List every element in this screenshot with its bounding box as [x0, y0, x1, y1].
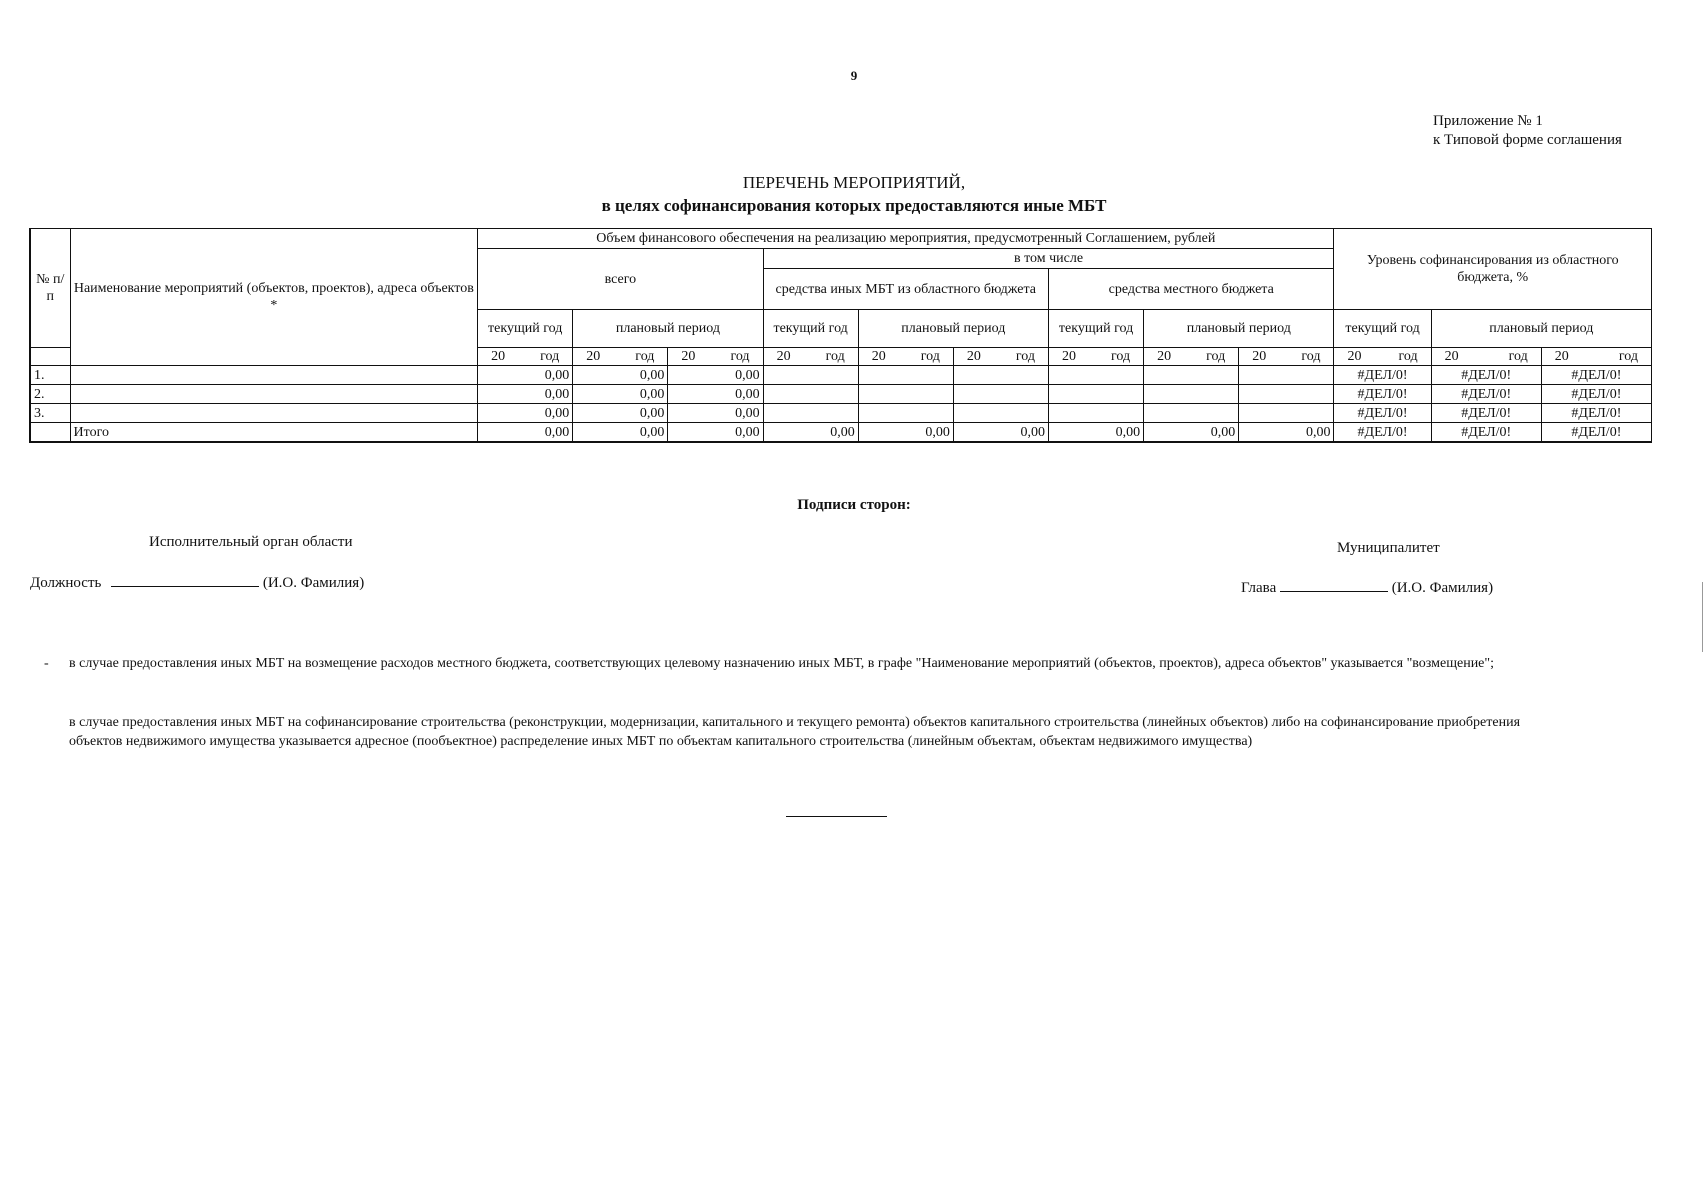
mbt-value — [858, 404, 953, 423]
year-cell: 20 год — [763, 348, 858, 366]
total-value: 0,00 — [573, 423, 668, 443]
row-number: 2. — [30, 385, 70, 404]
total-value: 0,00 — [668, 423, 763, 443]
total-value: 0,00 — [478, 366, 573, 385]
footnote-dash: - — [44, 656, 49, 671]
mbt-value — [953, 385, 1048, 404]
level-value: #ДЕЛ/0! — [1431, 423, 1541, 443]
col-num-header: № п/п — [30, 229, 70, 348]
annex-line-2: к Типовой форме соглашения — [1433, 132, 1622, 148]
footnote-2: в случае предоставления иных МБТ на софинансирование строительства (реконструкции, модернизации, капитального и текущего ремонта) объектов капитального строительства (линейных объектов) либо на софинансирование приобретения объектов недвижимого имущества указывается адресное (пообъектное) распределение иных МБТ по объектам капитального строительства (линейным объектам, объектам недвижимого имущества) — [69, 715, 1521, 749]
year-cell: 20 год — [668, 348, 763, 366]
right-signature-blank — [1280, 578, 1388, 592]
level-value: #ДЕЛ/0! — [1541, 366, 1651, 385]
right-position-label: Глава — [1241, 580, 1277, 596]
local-value — [1048, 385, 1143, 404]
local-value: 0,00 — [1048, 423, 1143, 443]
local-value — [1144, 404, 1239, 423]
mbt-value — [858, 366, 953, 385]
left-position-label: Должность — [30, 575, 102, 591]
row-number: 3. — [30, 404, 70, 423]
level-value: #ДЕЛ/0! — [1541, 423, 1651, 443]
document-title — [0, 171, 1708, 217]
local-value — [1239, 366, 1334, 385]
year-cell: 20 год — [573, 348, 668, 366]
left-name-label: (И.О. Фамилия) — [262, 575, 365, 591]
level-value: #ДЕЛ/0! — [1334, 366, 1431, 385]
local-budget-header: средства местного бюджета — [1048, 269, 1333, 310]
title-line-1: ПЕРЕЧЕНЬ МЕРОПРИЯТИЙ, — [742, 173, 966, 192]
annex-reference — [1433, 112, 1622, 150]
total-value: 0,00 — [478, 423, 573, 443]
local-value — [1048, 404, 1143, 423]
mbt-value — [858, 385, 953, 404]
right-signature-line — [1241, 578, 1493, 597]
other-mbt-header: средства иных МБТ из областного бюджета — [763, 269, 1048, 310]
row-number: 1. — [30, 366, 70, 385]
row-name — [70, 366, 478, 385]
left-signature-line — [30, 573, 364, 592]
total-value: 0,00 — [573, 385, 668, 404]
total-value: 0,00 — [668, 385, 763, 404]
volume-header: Объем финансового обеспечения на реализацию мероприятия, предусмотренный Соглашением, рублей — [478, 229, 1334, 249]
year-cell: 20 год — [858, 348, 953, 366]
local-value — [1239, 385, 1334, 404]
local-value — [1239, 404, 1334, 423]
total-value: 0,00 — [573, 366, 668, 385]
mbt-value — [763, 404, 858, 423]
local-value — [1144, 385, 1239, 404]
year-row-num-blank — [30, 348, 70, 366]
local-planning-period: плановый период — [1144, 310, 1334, 348]
scan-margin-mark — [1702, 582, 1703, 652]
level-value: #ДЕЛ/0! — [1431, 404, 1541, 423]
page-number: 9 — [850, 68, 858, 83]
level-current-year: текущий год — [1334, 310, 1431, 348]
total-row-num-blank — [30, 423, 70, 443]
table-row — [30, 404, 1652, 423]
level-value: #ДЕЛ/0! — [1541, 385, 1651, 404]
level-planning-period: плановый период — [1431, 310, 1651, 348]
level-value: #ДЕЛ/0! — [1334, 423, 1431, 443]
year-cell: 20 год — [1541, 348, 1651, 366]
row-name — [70, 404, 478, 423]
measures-table — [29, 228, 1652, 443]
row-name — [70, 385, 478, 404]
total-row-label: Итого — [70, 423, 478, 443]
total-value: 0,00 — [668, 404, 763, 423]
right-name-label: (И.О. Фамилия) — [1391, 580, 1494, 596]
year-cell: 20 год — [1048, 348, 1143, 366]
mbt-value — [763, 385, 858, 404]
total-row — [30, 423, 1652, 443]
total-current-year: текущий год — [478, 310, 573, 348]
year-cell: 20 год — [1239, 348, 1334, 366]
footer-rule — [786, 816, 887, 817]
year-cell: 20 год — [478, 348, 573, 366]
mbt-value — [953, 404, 1048, 423]
total-value: 0,00 — [478, 385, 573, 404]
total-value: 0,00 — [668, 366, 763, 385]
col-name-header: Наименование мероприятий (объектов, проектов), адреса объектов * — [70, 229, 478, 366]
left-signature-blank — [111, 573, 259, 587]
table-row — [30, 385, 1652, 404]
annex-line-1: Приложение № 1 — [1433, 113, 1543, 129]
local-value — [1144, 366, 1239, 385]
local-current-year: текущий год — [1048, 310, 1143, 348]
total-value: 0,00 — [478, 404, 573, 423]
total-value: 0,00 — [573, 404, 668, 423]
level-value: #ДЕЛ/0! — [1431, 385, 1541, 404]
year-cell: 20 год — [1334, 348, 1431, 366]
level-value: #ДЕЛ/0! — [1334, 404, 1431, 423]
signatures-caption: Подписи сторон: — [797, 497, 911, 513]
mbt-value — [763, 366, 858, 385]
level-value: #ДЕЛ/0! — [1541, 404, 1651, 423]
year-cell: 20 год — [1144, 348, 1239, 366]
right-party-org: Муниципалитет — [1337, 540, 1440, 556]
total-group-header: всего — [478, 249, 763, 310]
including-header: в том числе — [763, 249, 1334, 269]
left-party-org: Исполнительный орган области — [149, 534, 353, 550]
year-cell: 20 год — [953, 348, 1048, 366]
title-line-2: в целях софинансирования которых предоставляются иные МБТ — [601, 196, 1107, 215]
mbt-value — [953, 366, 1048, 385]
footnote-1-text: в случае предоставления иных МБТ на возмещение расходов местного бюджета, соответствующих целевому назначению иных МБТ, в графе "Наименование мероприятий (объектов, проектов), адреса объектов" указывается "возмещение"; — [69, 656, 1494, 671]
local-value: 0,00 — [1239, 423, 1334, 443]
mbt-value: 0,00 — [858, 423, 953, 443]
mbt-value: 0,00 — [953, 423, 1048, 443]
mbt-value: 0,00 — [763, 423, 858, 443]
mbt-planning-period: плановый период — [858, 310, 1048, 348]
local-value: 0,00 — [1144, 423, 1239, 443]
level-value: #ДЕЛ/0! — [1334, 385, 1431, 404]
table-row — [30, 366, 1652, 385]
year-cell: 20 год — [1431, 348, 1541, 366]
level-value: #ДЕЛ/0! — [1431, 366, 1541, 385]
mbt-current-year: текущий год — [763, 310, 858, 348]
level-header: Уровень софинансирования из областного бюджета, % — [1334, 229, 1652, 310]
local-value — [1048, 366, 1143, 385]
total-planning-period: плановый период — [573, 310, 763, 348]
